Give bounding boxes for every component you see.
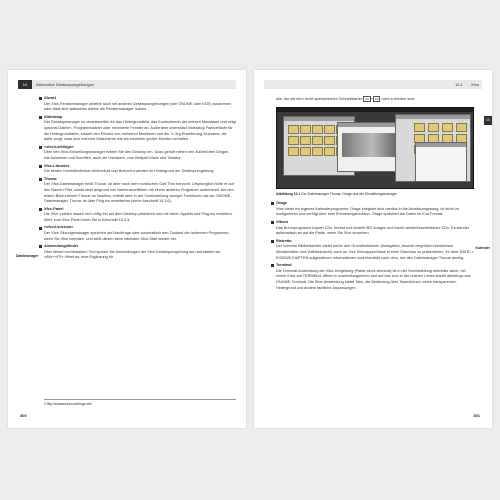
left-page: [8, 70, 246, 428]
list-item: [44, 115, 236, 143]
entry-description: Der Desktopmanager ist verantwortlich für das Hintergrundbild, das Kontextmenü der rechten Maustaste und zeigt optional Dateien, Programmstarter oder minimierte Fenster an. Außerdem unterstützt Xfdesktop Farbverläufe für die Hintergrundfarbe, erlaubt den Einsatz von mehreren Monitoren und der X.Org-Erweiterung Xinerama, die dafür sorgt, dass sich mehrere Bildschirme wie ein einzelner großer Monitor verhalten.: [44, 120, 236, 142]
entry-description: Der Xfce-Dateimanager heißt Thunar, ist aber nach dem nordischen Gott Thor benannt. Ursprünglich hörte er auf den Namen Filer, wurde aber aufgrund von Namenskonflikten mit einem anderen Programm umbenannt. Auf den ersten Blick erinnert Thunar an Nautilus, enthält aber in der Voreinstellung weniger Funktionen als der GNOME-Dateimanager. Thunar ist über Plug-ins erweiterbar (siehe Abschnitt 10.3.6).: [44, 182, 234, 204]
entry-term: Xfwm4: [44, 96, 57, 100]
figure-caption: [276, 192, 474, 198]
entry-description: Die Terminal-Anwendung der Xfce-Umgebung (Paket xfce4-terminal) ist in der Voreinstellung ebenfalls dabei, bei einem Klick auf TERMINAL öffnen in Anwendungsmenü und auf das Icon in der unteren Leiste startet allerdings das GNOME-Terminal. Die Xfce-Anwendung bietet Tabs, die Bedienung über Tastenkürzel, einen transparenten Hintergrund und andere farbliche Anpassungen.: [276, 268, 471, 290]
entry-description: Der Xfce-Fenstermanager arbeitet auch mit anderen Desktopumgebungen (wie GNOME oder KDE) zusammen oder lässt sich wahlweise alleine als Fenstermanager nutzen.: [44, 101, 231, 112]
left-page-header: [18, 80, 236, 89]
screenshot-top-panel: [277, 108, 473, 112]
right-page-content: [276, 96, 474, 293]
bullet-icon: [271, 202, 274, 205]
bullet-icon: [39, 178, 42, 181]
list-item: [276, 201, 474, 218]
section-number: 10.1: [455, 82, 463, 87]
list-item: [44, 177, 236, 205]
entry-description: Über den Xfce-Einstellungsmanager richten Sie den Desktop ein. Dazu gehört neben rein äußerlichen Dingen, wie Aussehen und Schriften, auch die Hardware, zum Beispiel Maus und Tastatur.: [44, 150, 230, 160]
right-page-header: [264, 80, 482, 89]
bullet-icon: [39, 146, 42, 149]
intro-line: alle, die mit dem recht spartanischen Schnellstarter: [276, 97, 363, 101]
list-item: [44, 96, 236, 113]
right-entries: [276, 201, 474, 291]
entry-term: Xfdesktop: [44, 114, 63, 119]
entry-description: Der schnelle Bildbetrachter bietet außer den Grundfunktionen (Navigation, Ansicht vergrößern/verkleinern, Miniaturbilder und Vollbildansicht) auch an, Ihre Schnappschüsse in einer Diaschau zu präsentieren. Ihr über DATEI • EIGENSCHAFTEN aufgerufenen Informationen sind ebenfalls nach dem, der den Dateimanager Thunar anzeig.: [276, 244, 473, 260]
entry-term: Xfce-Panel: [44, 206, 64, 211]
list-item: [276, 263, 474, 291]
f2-key: F2: [374, 97, 379, 101]
bullet-icon: [39, 227, 42, 230]
list-item: [276, 239, 474, 261]
entry-term: »xfce4-settings«: [44, 144, 74, 149]
chapter-number: 10: [18, 80, 32, 89]
entry-description: Das Brennprogramm kopiert CDs, brennt und erstellt ISO-Images und löscht wiederbeschreibbare CDs. Es wendet automatisch an auf die Platte, wenn Sie Xfce einsetzen.: [276, 225, 469, 236]
list-item: [44, 225, 236, 242]
entry-term: Ristretto: [276, 238, 292, 243]
entry-term: Xfce-Libraries: [44, 163, 70, 168]
entry-term: Orage: [276, 201, 287, 206]
bullet-icon: [271, 264, 274, 267]
bullet-icon: [39, 97, 42, 100]
margin-note-dateimanager: Dateimanager: [16, 254, 39, 258]
chapter-tab: 10: [484, 116, 492, 125]
bullet-icon: [271, 221, 274, 224]
entry-description: Über diesen komfortablen Tool spüren Sie Anwendungen der Xfce-Desktopumgebung auf und starten sie. »Alt«+»F2« öffnet es; eine Ergänzung für: [44, 249, 222, 260]
entry-term: »xfce4-session«: [44, 225, 74, 230]
intro-text: alle, die mit dem recht spartanischen Schnellstarter Alt + F2 nicht zufrieden sind.: [276, 97, 416, 101]
bullet-icon: [39, 165, 42, 168]
orage-window: [415, 142, 467, 182]
list-item: [44, 244, 236, 261]
page-number-left: 300: [20, 413, 27, 418]
thunar-screenshot: [276, 107, 474, 189]
caption-label: Abbildung 10.1: [276, 191, 301, 196]
list-item: [44, 207, 236, 224]
section-title: Xfce: [470, 82, 479, 87]
margin-note-kalender: Kalender: [475, 246, 490, 250]
entry-description: Die Xfce-Leisten lassen sich völlig frei auf dem Desktop platzieren und mit vielen Applets und Plug-ins erweitern. Mehr zum Xfce-Panel lesen Sie in Abschnitt 10.3.3.: [44, 212, 233, 222]
footnote: 1 http://xinerama.sourceforge.net/: [44, 399, 236, 406]
chapter-title: Alternative Desktopumgebungen: [36, 82, 95, 87]
bullet-icon: [271, 240, 274, 243]
entry-term: Anwendungsfinder: [44, 244, 79, 249]
left-page-content: [44, 96, 236, 263]
list-item: [44, 145, 236, 162]
bullet-icon: [39, 116, 42, 119]
entry-description: Xfce bietet ein eigenes Kalenderprogramm: Orage integriert sich nahtlos in die Arbeitsumgebung, ist leicht zu konfigurieren und verfügt über eine Erinnerungsfunktion. Orage speichert die Daten im iCal-Format.: [276, 206, 460, 217]
list-item: [276, 220, 474, 237]
entry-description: Der Xfce-Sitzungsmanager speichert auf Nachfrage oder automatisch den Zustand der laufenden Programme, wenn Sie Xfce beenden, und stellt diesen beim nächsten Xfce-Start wieder her.: [44, 231, 230, 241]
bullet-icon: [39, 245, 42, 248]
page-number-right: 301: [473, 413, 480, 418]
bullet-icon: [39, 208, 42, 211]
entry-term: Thunar: [44, 176, 57, 181]
caption-text: Der Dateimanager Thunar, Orage und der Einstellungsmanager: [301, 191, 397, 196]
list-item: [44, 164, 236, 175]
entry-term: Terminal: [276, 263, 292, 268]
entry-description: Die beiden Kernbibliotheken libxfce4util und libxfce4ui werden im Hintergrund der Desktopumgebung.: [44, 169, 215, 174]
alt-key: Alt: [365, 97, 369, 101]
right-page: [254, 70, 492, 428]
entry-term: Xfburn: [276, 219, 289, 224]
intro-end: nicht zufrieden sind.: [381, 97, 416, 101]
